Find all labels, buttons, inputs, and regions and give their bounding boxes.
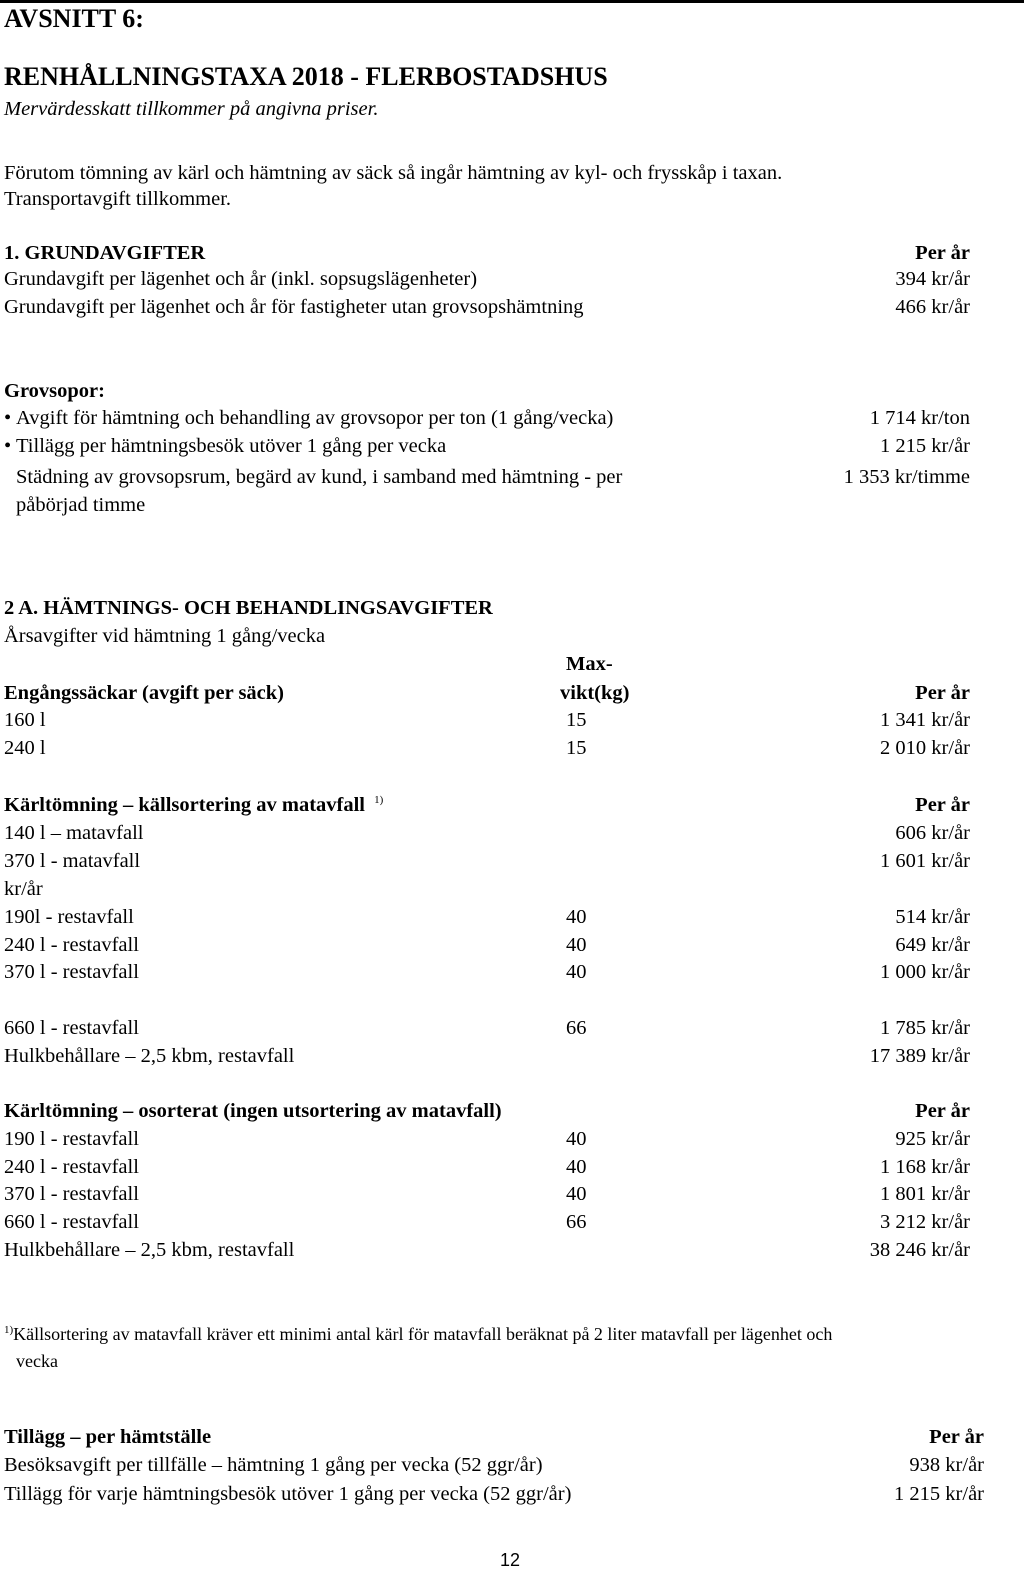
grovsopor-heading: Grovsopor: [4,380,105,402]
kall-row-label: 370 l - matavfall [4,850,141,872]
grund-col-header: Per år [915,242,970,264]
sack-row-kg: 15 [566,709,587,731]
osort-row-kg: 40 [566,1156,587,1178]
section-label: AVSNITT 6: [4,4,144,33]
osort-row-label: 660 l - restavfall [4,1211,139,1233]
stadning-price: 1 353 kr/timme [843,466,970,488]
sec2a-sub: Årsavgifter vid hämtning 1 gång/vecka [4,625,326,647]
bullet-icon: • [4,407,12,429]
kall-col-header: Per år [915,794,970,816]
max-header-line-1: Max- [566,653,613,675]
osort-row-label: 370 l - restavfall [4,1183,139,1205]
kall-row-label: 370 l - restavfall [4,961,139,983]
osort-row-price: 1 168 kr/år [880,1156,970,1178]
grovsopor-row-price: 1 215 kr/år [880,435,970,457]
stadning-line-1: Städning av grovsopsrum, begärd av kund, i samband med hämtning - per [16,466,623,488]
tillagg-row-price: 938 kr/år [909,1454,984,1476]
kall-row-price: 1 601 kr/år [880,850,970,872]
vat-note: Mervärdesskatt tillkommer på angivna priser. [4,98,379,120]
osort-row-kg: 40 [566,1128,587,1150]
tillagg-row-price: 1 215 kr/år [894,1483,984,1505]
osort-row-price: 38 246 kr/år [869,1239,970,1261]
sack-row-label: 240 l [4,737,46,759]
tillagg-heading: Tillägg – per hämtställe [4,1426,212,1448]
intro-line-1: Förutom tömning av kärl och hämtning av säck så ingår hämtning av kyl- och frysskåp i taxan. [4,162,783,184]
kall-row-price: 1 000 kr/år [880,961,970,983]
footnote-line-2: vecka [16,1351,58,1371]
kall-row-label: Hulkbehållare – 2,5 kbm, restavfall [4,1045,295,1067]
kall-row-kg: 66 [566,1017,587,1039]
grund-row-price: 394 kr/år [895,268,970,290]
sack-row-kg: 15 [566,737,587,759]
osort-row-price: 925 kr/år [895,1128,970,1150]
sack-row-price: 1 341 kr/år [880,709,970,731]
footnote-marker: 1) [4,1324,14,1336]
kall-row-label: 240 l - restavfall [4,934,139,956]
osort-col-header: Per år [915,1100,970,1122]
footnote [4,1325,832,1343]
kall-footnote-marker: 1) [374,794,384,807]
intro-line-2: Transportavgift tillkommer. [4,188,232,210]
tillagg-row-label: Besöksavgift per tillfälle – hämtning 1 gång per vecka (52 ggr/år) [4,1454,543,1476]
tillagg-row-label: Tillägg för varje hämtningsbesök utöver 1 gång per vecka (52 ggr/år) [4,1483,572,1505]
osort-row-kg: 40 [566,1183,587,1205]
grund-heading: 1. GRUNDAVGIFTER [4,242,206,264]
osort-row-price: 3 212 kr/år [880,1211,970,1233]
kall-row-kg: 40 [566,934,587,956]
osort-heading: Kärltömning – osorterat (ingen utsortering av matavfall) [4,1100,502,1122]
kall-row-price: 17 389 kr/år [869,1045,970,1067]
osort-row-label: 190 l - restavfall [4,1128,139,1150]
grovsopor-row-label: Avgift för hämtning och behandling av grovsopor per ton (1 gång/vecka) [16,407,614,429]
kall-row-label: 190l - restavfall [4,906,134,928]
grund-row-label: Grundavgift per lägenhet och år (inkl. sopsugslägenheter) [4,268,478,290]
sec2a-heading: 2 A. HÄMTNINGS- OCH BEHANDLINGSAVGIFTER [4,597,493,619]
osort-row-label: 240 l - restavfall [4,1156,139,1178]
grovsopor-row [4,408,613,429]
max-header-line-2: vikt(kg) [560,682,630,704]
grovsopor-row [4,436,446,457]
page-number: 12 [500,1550,521,1570]
tillagg-col-header: Per år [929,1426,984,1448]
sack-row-label: 160 l [4,709,46,731]
scan-edge [0,0,1024,3]
grovsopor-row-label: Tillägg per hämtningsbesök utöver 1 gång per vecka [16,435,447,457]
bullet-icon: • [4,435,12,457]
osort-row-kg: 66 [566,1211,587,1233]
grund-row-price: 466 kr/år [895,296,970,318]
sackar-heading: Engångssäckar (avgift per säck) [4,682,284,704]
kall-row-kg: 40 [566,961,587,983]
kall-heading [4,795,383,816]
kall-row-label: kr/år [4,878,43,900]
kall-row-price: 1 785 kr/år [880,1017,970,1039]
grovsopor-row-price: 1 714 kr/ton [869,407,970,429]
kall-row-price: 514 kr/år [895,906,970,928]
kall-row-kg: 40 [566,906,587,928]
osort-row-label: Hulkbehållare – 2,5 kbm, restavfall [4,1239,295,1261]
osort-row-price: 1 801 kr/år [880,1183,970,1205]
kall-row-label: 140 l – matavfall [4,822,144,844]
sackar-col-header: Per år [915,682,970,704]
page-title: RENHÅLLNINGSTAXA 2018 - FLERBOSTADSHUS [4,62,608,91]
kall-heading-text: Kärltömning – källsortering av matavfall [4,794,366,816]
kall-row-price: 606 kr/år [895,822,970,844]
kall-row-price: 649 kr/år [895,934,970,956]
grund-row-label: Grundavgift per lägenhet och år för fastigheter utan grovsopshämtning [4,296,584,318]
stadning-line-2: påbörjad timme [16,494,146,516]
footnote-line-1: Källsortering av matavfall kräver ett minimi antal kärl för matavfall beräknat på 2 liter matavfall per lägenhet och [13,1324,833,1344]
kall-row-label: 660 l - restavfall [4,1017,139,1039]
sack-row-price: 2 010 kr/år [880,737,970,759]
